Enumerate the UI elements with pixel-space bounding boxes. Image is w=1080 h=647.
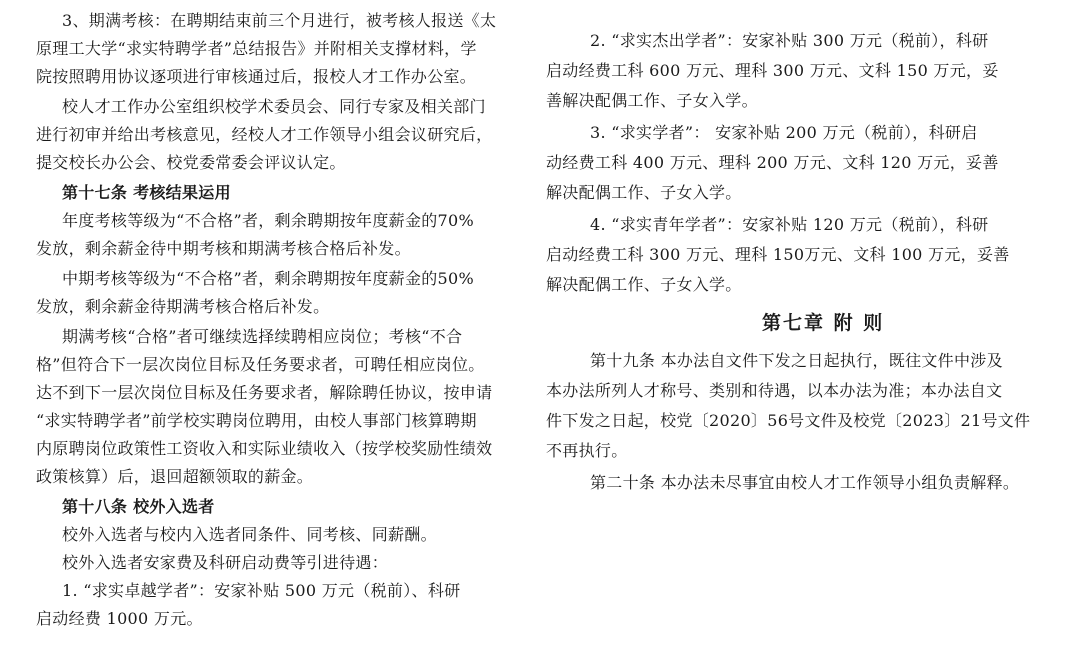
text-line: 内原聘岗位政策性工资收入和实际业绩收入（按学校奖励性绩效 [36,439,493,458]
text-line: 不再执行。 [546,441,628,460]
text-line: 校外入选者安家费及科研启动费等引进待遇： [62,553,389,572]
text-line: 3. “求实学者”： 安家补贴 200 万元（税前），科研启 [590,123,978,142]
text-line: 启动经费工科 300 万元、理科 150万元、文科 100 万元，妥善 [546,245,1010,264]
text-line: 发放，剩余薪金待中期考核和期满考核合格后补发。 [36,239,411,258]
text-line: 启动经费工科 600 万元、理科 300 万元、文科 150 万元，妥 [546,61,999,80]
text-line: 进行初审并给出考核意见，经校人才工作领导小组会议研究后， [36,125,493,144]
text-line: 提交校长办公会、校党委常委会评议认定。 [36,153,346,172]
text-line: 第十九条 本办法自文件下发之日起执行，既往文件中涉及 [590,351,1003,370]
text-line: 1. “求实卓越学者”：安家补贴 500 万元（税前）、科研 [62,581,461,600]
text-line: 中期考核等级为“不合格”者，剩余聘期按年度薪金的50% [62,269,475,288]
text-line: 善解决配偶工作、子女入学。 [546,91,758,110]
text-line: 启动经费 1000 万元。 [36,609,203,628]
text-line: 本办法所列人才称号、类别和待遇，以本办法为准；本办法自文 [546,381,1003,400]
text-line: 动经费工科 400 万元、理科 200 万元、文科 120 万元，妥善 [546,153,999,172]
text-line: 发放，剩余薪金待期满考核合格后补发。 [36,297,330,316]
text-line: 政策核算）后，退回超额领取的薪金。 [36,467,314,486]
text-line: 解决配偶工作、子女入学。 [546,183,742,202]
text-line: 校人才工作办公室组织校学术委员会、同行专家及相关部门 [62,97,486,116]
text-line: “求实特聘学者”前学校实聘岗位聘用，由校人事部门核算聘期 [36,411,477,430]
section-heading: 第十七条 考核结果运用 [62,183,231,202]
section-heading: 第十八条 校外入选者 [62,497,215,516]
text-line: 4. “求实青年学者”：安家补贴 120 万元（税前），科研 [590,215,989,234]
text-line: 件下发之日起，校党〔2020〕56号文件及校党〔2023〕21号文件 [546,411,1031,430]
chapter-heading: 第七章 附 则 [762,312,885,334]
text-line: 第二十条 本办法未尽事宜由校人才工作领导小组负责解释。 [590,473,1020,492]
text-line: 达不到下一层次岗位目标及任务要求者，解除聘任协议，按申请 [36,383,493,402]
text-line: 解决配偶工作、子女入学。 [546,275,742,294]
text-line: 院按照聘用协议逐项进行审核通过后，报校人才工作办公室。 [36,67,477,86]
text-line: 原理工大学“求实特聘学者”总结报告》并附相关支撑材料，学 [36,39,477,58]
text-line: 期满考核“合格”者可继续选择续聘相应岗位；考核“不合 [62,327,463,346]
text-line: 格”但符合下一层次岗位目标及任务要求者，可聘任相应岗位。 [36,355,485,374]
text-line: 年度考核等级为“不合格”者，剩余聘期按年度薪金的70% [62,211,475,230]
text-line: 3、期满考核：在聘期结束前三个月进行，被考核人报送《太 [62,11,497,30]
text-line: 2. “求实杰出学者”：安家补贴 300 万元（税前），科研 [590,31,989,50]
text-line: 校外入选者与校内入选者同条件、同考核、同薪酬。 [62,525,437,544]
